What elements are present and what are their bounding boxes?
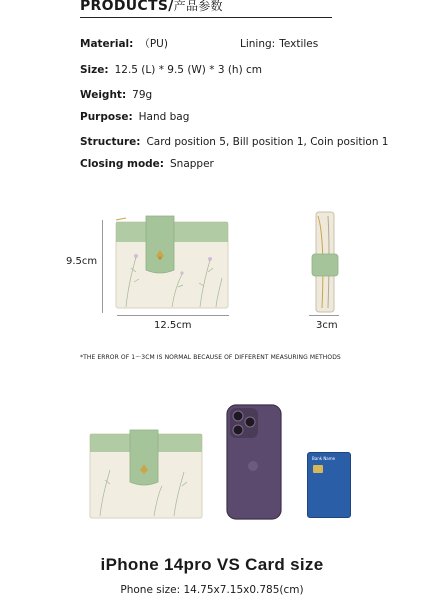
- phone-size-text: Phone size: 14.75x7.15x0.785(cm): [120, 584, 304, 596]
- bank-card-name: Bank Name: [312, 456, 336, 461]
- title-en: PRODUCTS/: [80, 0, 174, 14]
- spec-material-value: （PU): [139, 38, 168, 50]
- spec-size-label: Size:: [80, 64, 109, 76]
- page-title: [80, 0, 223, 14]
- spec-purpose: [80, 110, 189, 124]
- spec-lining-value: Textiles: [279, 38, 319, 50]
- comparison-title: iPhone 14pro VS Card size: [100, 555, 324, 574]
- spec-size-value: 12.5 (L) * 9.5 (W) * 3 (h) cm: [114, 64, 263, 76]
- spec-weight-value: 79g: [132, 89, 153, 101]
- spec-structure-label: Structure:: [80, 136, 141, 148]
- spec-lining-label: Lining:: [240, 38, 276, 50]
- length-guide: [117, 315, 229, 316]
- iphone-image: [226, 404, 282, 520]
- measurement-note: *THE ERROR OF 1～3CM IS NORMAL BECAUSE OF DIFFERENT MEASURING METHODS: [80, 354, 341, 361]
- spec-structure-value: Card position 5, Bill position 1, Coin position 1: [146, 136, 389, 148]
- wallet-side-image: [308, 208, 344, 316]
- thickness-guide: [309, 315, 339, 316]
- spec-lining: [240, 37, 318, 51]
- spec-weight: [80, 88, 152, 102]
- height-guide: [102, 220, 103, 313]
- spec-closing-value: Snapper: [170, 158, 214, 170]
- title-cn: 产品参数: [173, 0, 223, 13]
- header-divider: [80, 17, 332, 18]
- spec-structure: [80, 135, 389, 149]
- card-chip-icon: [313, 465, 323, 473]
- spec-size: [80, 63, 262, 77]
- spec-closing-label: Closing mode:: [80, 158, 165, 170]
- wallet-comparison-image: [88, 428, 204, 520]
- spec-material-label: Material:: [80, 38, 134, 50]
- spec-purpose-label: Purpose:: [80, 111, 133, 123]
- spec-material: [80, 37, 168, 51]
- spec-closing: [80, 157, 214, 171]
- length-label: 12.5cm: [154, 320, 192, 331]
- bank-card: [307, 452, 351, 518]
- spec-purpose-value: Hand bag: [138, 111, 190, 123]
- thickness-label: 3cm: [316, 320, 338, 331]
- wallet-front-image: [112, 212, 234, 312]
- height-label: 9.5cm: [66, 256, 98, 267]
- spec-weight-label: Weight:: [80, 89, 127, 101]
